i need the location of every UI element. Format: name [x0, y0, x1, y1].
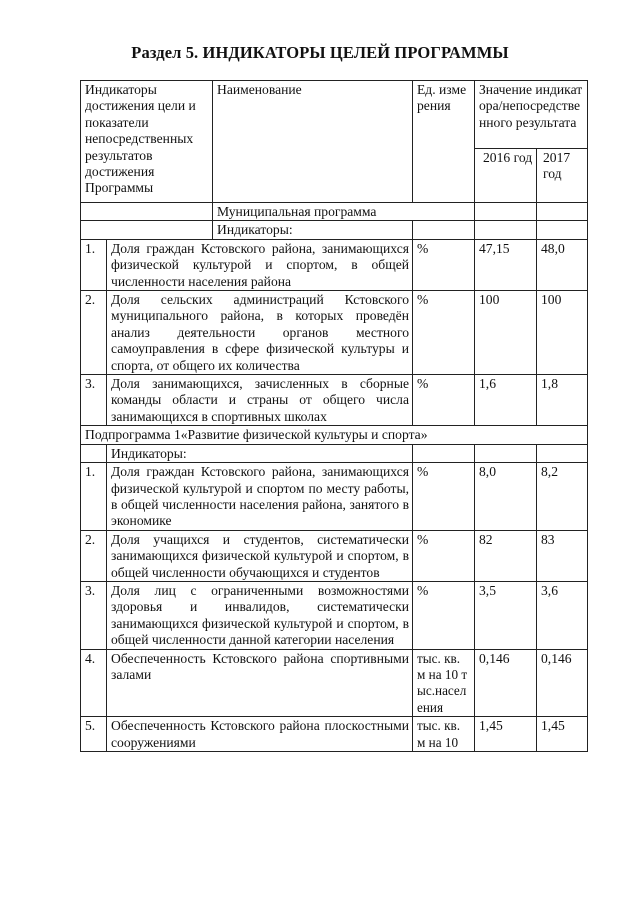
row-unit: % — [413, 463, 475, 531]
header-indicators: Индикаторы достижения цели и показатели непосредственных результатов достижения Программы — [81, 81, 213, 203]
row-unit: % — [413, 291, 475, 375]
subprogram-label: Подпрограмма 1«Развитие физической культуры и спорта» — [81, 426, 588, 444]
section-title: Раздел 5. ИНДИКАТОРЫ ЦЕЛЕЙ ПРОГРАММЫ — [131, 43, 509, 62]
indicators-label-2: Индикаторы: — [107, 444, 413, 462]
row-value-2017: 1,45 — [537, 717, 588, 752]
table-row — [81, 581, 588, 649]
row-unit: тыс. кв. м на 10 тыс.населения — [413, 649, 475, 717]
indicators-table — [80, 80, 588, 752]
row-value-2017: 48,0 — [537, 239, 588, 290]
row-value-2016: 82 — [475, 530, 537, 581]
row-name: Доля граждан Кстовского района, занимающихся физической культурой и спортом по месту работы, в общей численности населения района, занятого в экономике — [107, 463, 413, 531]
subprogram-row — [81, 426, 588, 444]
row-number: 1. — [81, 463, 107, 531]
row-value-2017: 83 — [537, 530, 588, 581]
row-name: Доля граждан Кстовского района, занимающихся физической культурой и спортом, в общей численности населения района — [107, 239, 413, 290]
row-value-2016: 3,5 — [475, 581, 537, 649]
table-row — [81, 530, 588, 581]
indicators-label: Индикаторы: — [213, 221, 413, 239]
header-row — [81, 81, 588, 149]
program-row — [81, 203, 588, 221]
header-value: Значение индикатора/непосредственного результата — [475, 81, 588, 149]
header-name: Наименование — [213, 81, 413, 203]
row-value-2017: 0,146 — [537, 649, 588, 717]
row-unit: тыс. кв. м на 10 — [413, 717, 475, 752]
row-number: 3. — [81, 581, 107, 649]
row-name: Доля занимающихся, зачисленных в сборные команды области и страны от общего числа занимающихся в спортивных школах — [107, 375, 413, 426]
row-value-2016: 100 — [475, 291, 537, 375]
row-value-2017: 3,6 — [537, 581, 588, 649]
indicators-row-2 — [81, 444, 588, 462]
program-label: Муниципальная программа — [213, 203, 475, 221]
row-value-2017: 100 — [537, 291, 588, 375]
row-value-2016: 47,15 — [475, 239, 537, 290]
indicators-row — [81, 221, 588, 239]
row-value-2017: 8,2 — [537, 463, 588, 531]
row-number: 2. — [81, 291, 107, 375]
row-value-2016: 1,45 — [475, 717, 537, 752]
row-value-2016: 0,146 — [475, 649, 537, 717]
row-name: Доля лиц с ограниченными возможностями здоровья и инвалидов, систематически занимающихся физической культурой и спортом, в общей численности данной категории населения — [107, 581, 413, 649]
table-row — [81, 463, 588, 531]
table-row — [81, 291, 588, 375]
row-number: 1. — [81, 239, 107, 290]
table-row — [81, 239, 588, 290]
row-number: 4. — [81, 649, 107, 717]
row-value-2016: 1,6 — [475, 375, 537, 426]
row-number: 2. — [81, 530, 107, 581]
header-year-2016: 2016 год — [475, 149, 537, 203]
row-name: Обеспеченность Кстовского района плоскостными сооружениями — [107, 717, 413, 752]
row-unit: % — [413, 530, 475, 581]
header-year-2017: 2017 год — [537, 149, 588, 203]
row-number: 3. — [81, 375, 107, 426]
row-value-2017: 1,8 — [537, 375, 588, 426]
table-row — [81, 649, 588, 717]
header-unit: Ед. измерения — [413, 81, 475, 203]
row-name: Обеспеченность Кстовского района спортивными залами — [107, 649, 413, 717]
row-unit: % — [413, 239, 475, 290]
table-row — [81, 717, 588, 752]
row-name: Доля сельских администраций Кстовского муниципального района, в которых проведён анализ деятельности органов местного самоуправления в сфере физической культуры и спорта, от общего их количества — [107, 291, 413, 375]
row-unit: % — [413, 581, 475, 649]
table-row — [81, 375, 588, 426]
row-name: Доля учащихся и студентов, систематически занимающихся физической культурой и спортом, в общей численности обучающихся и студентов — [107, 530, 413, 581]
row-value-2016: 8,0 — [475, 463, 537, 531]
row-unit: % — [413, 375, 475, 426]
row-number: 5. — [81, 717, 107, 752]
